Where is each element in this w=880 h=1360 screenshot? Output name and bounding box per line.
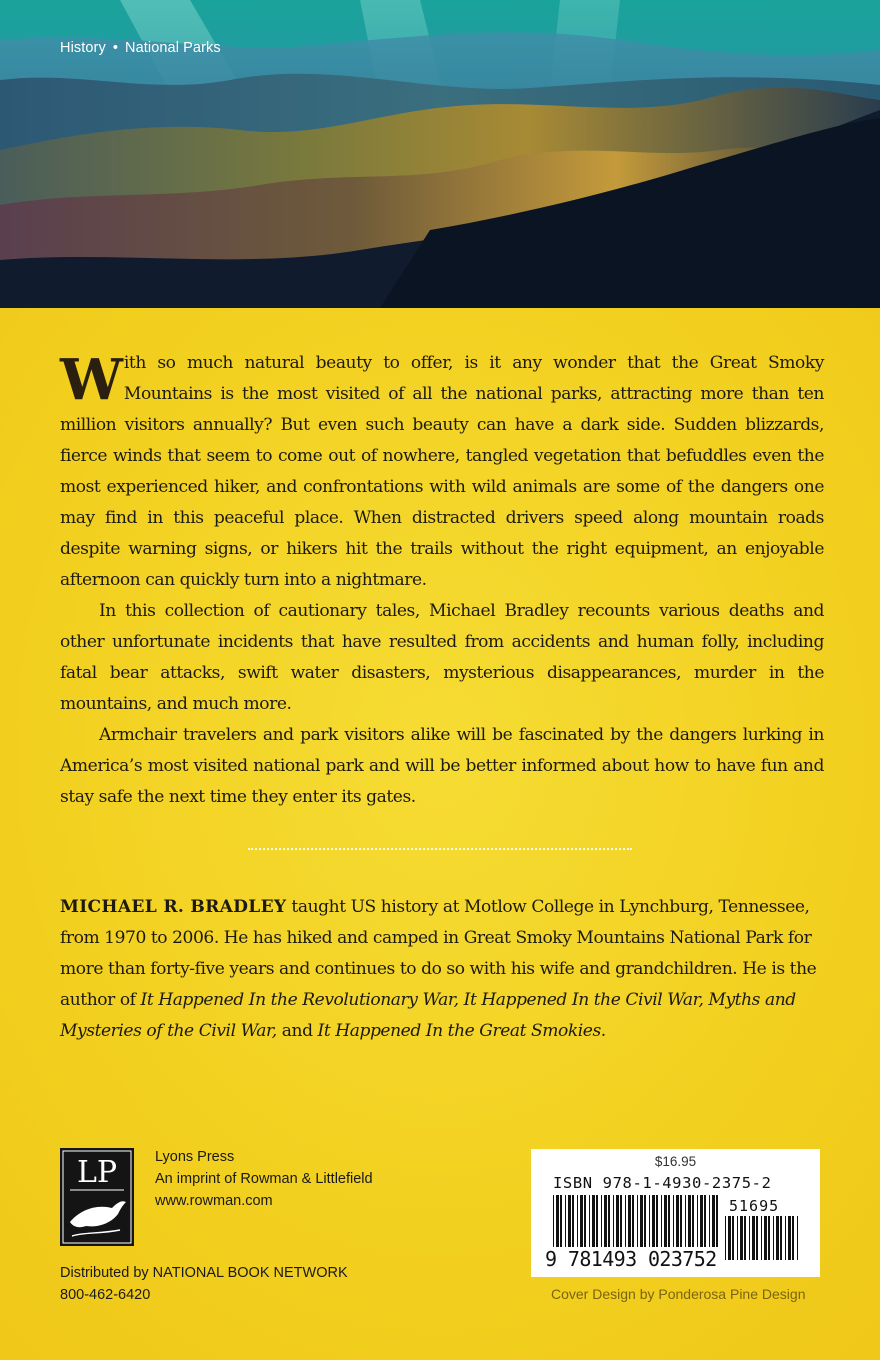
barcode-bar xyxy=(780,1216,782,1260)
barcode-bar xyxy=(792,1216,794,1260)
barcode-bar xyxy=(580,1195,583,1255)
mountain-landscape-photo xyxy=(0,0,880,308)
logo-letters: LP xyxy=(76,1155,118,1190)
addon-barcode-bars-icon xyxy=(725,1216,801,1260)
barcode-bar xyxy=(620,1195,622,1255)
publisher-imprint: An imprint of Rowman & Littlefield xyxy=(155,1171,373,1187)
barcode-bar xyxy=(676,1195,679,1255)
barcode-bar xyxy=(661,1195,662,1255)
barcode-bar xyxy=(712,1195,715,1255)
barcode-bar xyxy=(668,1195,670,1255)
barcode-bar xyxy=(756,1216,758,1260)
description-paragraph-1-text: ith so much natural beauty to offer, is it any wonder that the Great Smoky Mountains is the most visited of all the national parks, attracting more than ten million visitors annually? But even such beauty can have a dark side. Sudden blizzards, fierce winds that seem to come out of nowhere, tangled vegetation that befuddles even the most experienced hiker, and confrontations with wild animals are some of the dangers one may find in this peaceful place. When distracted drivers speed along mountain roads despite warning signs, or hikers hit the trails without the right equipment, an enjoyable afternoon can quickly turn into a nightmare. xyxy=(60,353,824,590)
barcode-bar xyxy=(640,1195,643,1255)
barcode-bar xyxy=(592,1195,595,1255)
distributor-phone: 800-462-6420 xyxy=(60,1287,151,1303)
barcode-bar xyxy=(649,1195,650,1255)
barcode-bar xyxy=(768,1216,770,1260)
barcode-bar xyxy=(613,1195,614,1255)
barcode-digits: 9 781493 023752 xyxy=(545,1247,717,1271)
barcode-bar xyxy=(560,1195,562,1255)
barcode-bar xyxy=(628,1195,631,1255)
barcode-bar xyxy=(553,1195,554,1255)
barcode-bar xyxy=(568,1195,571,1255)
barcode-bar xyxy=(604,1195,607,1255)
barcode-bar xyxy=(572,1195,574,1255)
barcode-bar xyxy=(616,1195,619,1255)
barcode-bar xyxy=(737,1216,738,1260)
barcode-bar xyxy=(752,1216,755,1260)
barcode-bar xyxy=(685,1195,686,1255)
barcode-bar xyxy=(732,1216,734,1260)
description-text xyxy=(60,348,824,813)
price-addon-number: 51695 xyxy=(729,1197,780,1215)
drop-cap-letter: W xyxy=(60,347,121,413)
author-bio-text-2: and xyxy=(276,1021,318,1041)
barcode-bar xyxy=(565,1195,566,1255)
barcode-bar xyxy=(776,1216,779,1260)
barcode-bar xyxy=(704,1195,706,1255)
barcode-bar xyxy=(728,1216,731,1260)
barcode-bar xyxy=(740,1216,743,1260)
price-label: $16.95 xyxy=(654,1154,697,1169)
isbn-barcode xyxy=(531,1149,820,1277)
barcode-bar xyxy=(709,1195,710,1255)
cover-design-credit: Cover Design by Ponderosa Pine Design xyxy=(551,1286,806,1302)
publisher-website: www.rowman.com xyxy=(155,1193,273,1209)
description-paragraph-1 xyxy=(60,348,824,596)
barcode-bar xyxy=(697,1195,698,1255)
barcode-bar xyxy=(577,1195,578,1255)
category-history: History xyxy=(60,40,106,56)
barcode-bar xyxy=(632,1195,634,1255)
barcode-bar xyxy=(680,1195,682,1255)
barcode-bar xyxy=(637,1195,638,1255)
description-paragraph-2: In this collection of cautionary tales, Michael Bradley recounts various deaths and other unfortunate incidents that have resulted from accidents and human folly, including fatal bear attacks, swift water disasters, mysterious disappearances, murder in the mountains, and much more. xyxy=(60,601,824,714)
publisher-name: Lyons Press xyxy=(155,1149,235,1165)
lyons-press-logo xyxy=(60,1148,134,1246)
barcode-bar xyxy=(601,1195,602,1255)
isbn-text: ISBN 978-1-4930-2375-2 xyxy=(553,1174,772,1192)
lyons-press-logo-graphic xyxy=(60,1148,134,1246)
description-paragraph-3: Armchair travelers and park visitors alike will be fascinated by the dangers lurking in America’s most visited national park and will be better informed about how to have fun and stay safe the next time they enter its gates. xyxy=(60,725,824,807)
barcode-bar xyxy=(652,1195,655,1255)
dotted-divider xyxy=(248,848,632,850)
distributor-line: Distributed by NATIONAL BOOK NETWORK xyxy=(60,1265,348,1281)
barcode-bar xyxy=(716,1195,718,1255)
author-bio xyxy=(60,892,830,1047)
category-national-parks: National Parks xyxy=(125,40,221,56)
barcode-bar xyxy=(761,1216,762,1260)
publisher-info xyxy=(155,1146,373,1212)
author-bio-text-3: . xyxy=(600,1021,606,1041)
barcode-bar xyxy=(556,1195,559,1255)
barcode-bar xyxy=(608,1195,610,1255)
barcode-bar xyxy=(744,1216,746,1260)
author-bio-paragraph xyxy=(60,892,830,1047)
category-labels xyxy=(60,40,221,56)
barcode-bar xyxy=(788,1216,791,1260)
barcode-bar xyxy=(764,1216,767,1260)
barcode-bar xyxy=(749,1216,750,1260)
barcode-bar xyxy=(725,1216,726,1260)
barcode-bar xyxy=(644,1195,646,1255)
barcode-bar xyxy=(589,1195,590,1255)
barcode-bar xyxy=(664,1195,667,1255)
distributor-info xyxy=(60,1262,348,1306)
author-book-titles-1: It Happened In the Revolutionary War, It Happened In the Civil War, Myths and Mysteries of the Civil War, xyxy=(60,990,796,1041)
category-separator: • xyxy=(112,40,119,56)
barcode-bars-icon xyxy=(553,1195,721,1255)
barcode-bar xyxy=(797,1216,798,1260)
author-book-title-2: It Happened In the Great Smokies xyxy=(317,1021,601,1041)
author-bio-text-1: taught US history at Motlow College in Lynchburg, Tennessee, from 1970 to 2006. He has hiked and camped in Great Smoky Mountains National Park for more than forty-five years and continues to do so with his wife and grandchildren. He is the author of xyxy=(60,897,817,1010)
barcode-bar xyxy=(773,1216,774,1260)
barcode-bar xyxy=(688,1195,691,1255)
barcode-bar xyxy=(584,1195,586,1255)
author-name: MICHAEL R. BRADLEY xyxy=(60,897,287,917)
barcode-bar xyxy=(625,1195,626,1255)
barcode-bar xyxy=(596,1195,598,1255)
barcode-bar xyxy=(785,1216,786,1260)
fish-icon xyxy=(70,1201,126,1227)
barcode-bar xyxy=(700,1195,703,1255)
barcode-bar xyxy=(656,1195,658,1255)
barcode-bar xyxy=(673,1195,674,1255)
barcode-bar xyxy=(692,1195,694,1255)
